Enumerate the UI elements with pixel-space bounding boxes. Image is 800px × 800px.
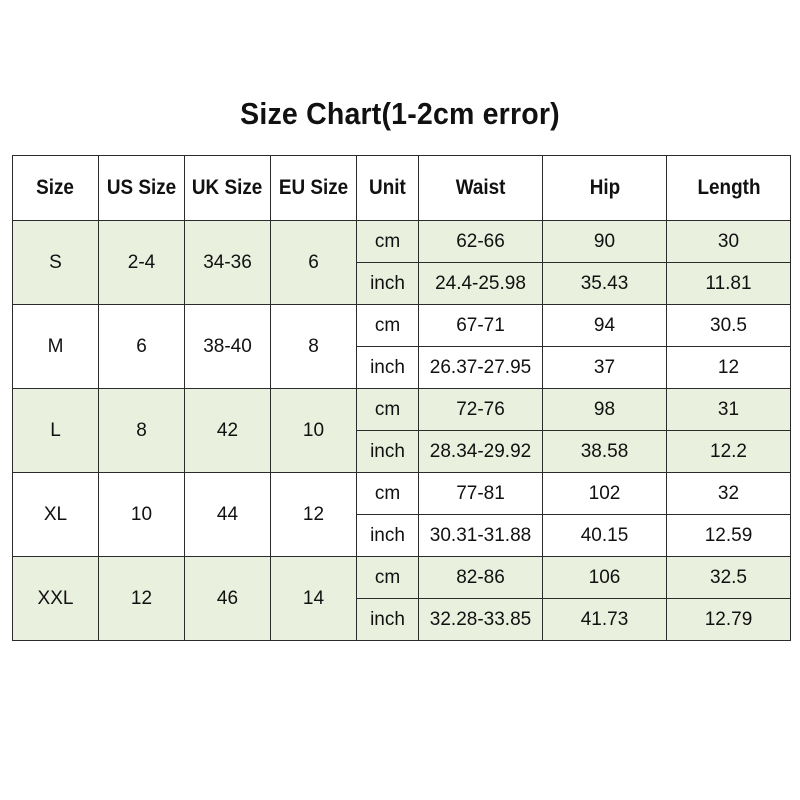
unit-cell: inch [357, 347, 419, 389]
unit-cell: inch [357, 515, 419, 557]
page-title: Size Chart(1-2cm error) [240, 96, 560, 131]
length-cell: 31 [667, 389, 791, 431]
header-cell-us-size: US Size [99, 156, 185, 221]
uk-size-cell: 46 [185, 557, 271, 641]
hip-cell: 35.43 [543, 263, 667, 305]
uk-size-cell: 38-40 [185, 305, 271, 389]
size-cell: L [13, 389, 99, 473]
uk-size-cell: 44 [185, 473, 271, 557]
length-cell: 12.79 [667, 599, 791, 641]
us-size-cell: 12 [99, 557, 185, 641]
length-cell: 11.81 [667, 263, 791, 305]
hip-cell: 37 [543, 347, 667, 389]
hip-cell: 102 [543, 473, 667, 515]
header-cell-length: Length [667, 156, 791, 221]
unit-cell: inch [357, 431, 419, 473]
hip-cell: 98 [543, 389, 667, 431]
waist-cell: 67-71 [419, 305, 543, 347]
length-cell: 32.5 [667, 557, 791, 599]
eu-size-cell: 10 [271, 389, 357, 473]
uk-size-cell: 42 [185, 389, 271, 473]
table-row-s-cm [13, 221, 791, 263]
header-cell-waist: Waist [419, 156, 543, 221]
waist-cell: 30.31-31.88 [419, 515, 543, 557]
table-row-xxl-cm [13, 557, 791, 599]
hip-cell: 41.73 [543, 599, 667, 641]
hip-cell: 106 [543, 557, 667, 599]
length-cell: 12.2 [667, 431, 791, 473]
uk-size-cell: 34-36 [185, 221, 271, 305]
unit-cell: cm [357, 305, 419, 347]
waist-cell: 24.4-25.98 [419, 263, 543, 305]
hip-cell: 94 [543, 305, 667, 347]
us-size-cell: 8 [99, 389, 185, 473]
length-cell: 12.59 [667, 515, 791, 557]
header-cell-eu-size: EU Size [271, 156, 357, 221]
hip-cell: 38.58 [543, 431, 667, 473]
size-cell: M [13, 305, 99, 389]
header-cell-uk-size: UK Size [185, 156, 271, 221]
waist-cell: 62-66 [419, 221, 543, 263]
waist-cell: 77-81 [419, 473, 543, 515]
us-size-cell: 6 [99, 305, 185, 389]
size-cell: S [13, 221, 99, 305]
table-row-m-cm [13, 305, 791, 347]
waist-cell: 82-86 [419, 557, 543, 599]
waist-cell: 32.28-33.85 [419, 599, 543, 641]
size-cell: XXL [13, 557, 99, 641]
size-cell: XL [13, 473, 99, 557]
hip-cell: 40.15 [543, 515, 667, 557]
eu-size-cell: 12 [271, 473, 357, 557]
waist-cell: 28.34-29.92 [419, 431, 543, 473]
unit-cell: inch [357, 263, 419, 305]
length-cell: 30.5 [667, 305, 791, 347]
waist-cell: 26.37-27.95 [419, 347, 543, 389]
header-cell-hip: Hip [543, 156, 667, 221]
header-cell-size: Size [13, 156, 99, 221]
table-row-xl-cm [13, 473, 791, 515]
us-size-cell: 10 [99, 473, 185, 557]
header-cell-unit: Unit [357, 156, 419, 221]
hip-cell: 90 [543, 221, 667, 263]
unit-cell: inch [357, 599, 419, 641]
unit-cell: cm [357, 557, 419, 599]
size-chart-table [12, 155, 791, 641]
table-row-l-cm [13, 389, 791, 431]
unit-cell: cm [357, 389, 419, 431]
eu-size-cell: 8 [271, 305, 357, 389]
length-cell: 12 [667, 347, 791, 389]
unit-cell: cm [357, 221, 419, 263]
eu-size-cell: 6 [271, 221, 357, 305]
eu-size-cell: 14 [271, 557, 357, 641]
us-size-cell: 2-4 [99, 221, 185, 305]
length-cell: 30 [667, 221, 791, 263]
waist-cell: 72-76 [419, 389, 543, 431]
header-row [13, 156, 791, 221]
unit-cell: cm [357, 473, 419, 515]
length-cell: 32 [667, 473, 791, 515]
